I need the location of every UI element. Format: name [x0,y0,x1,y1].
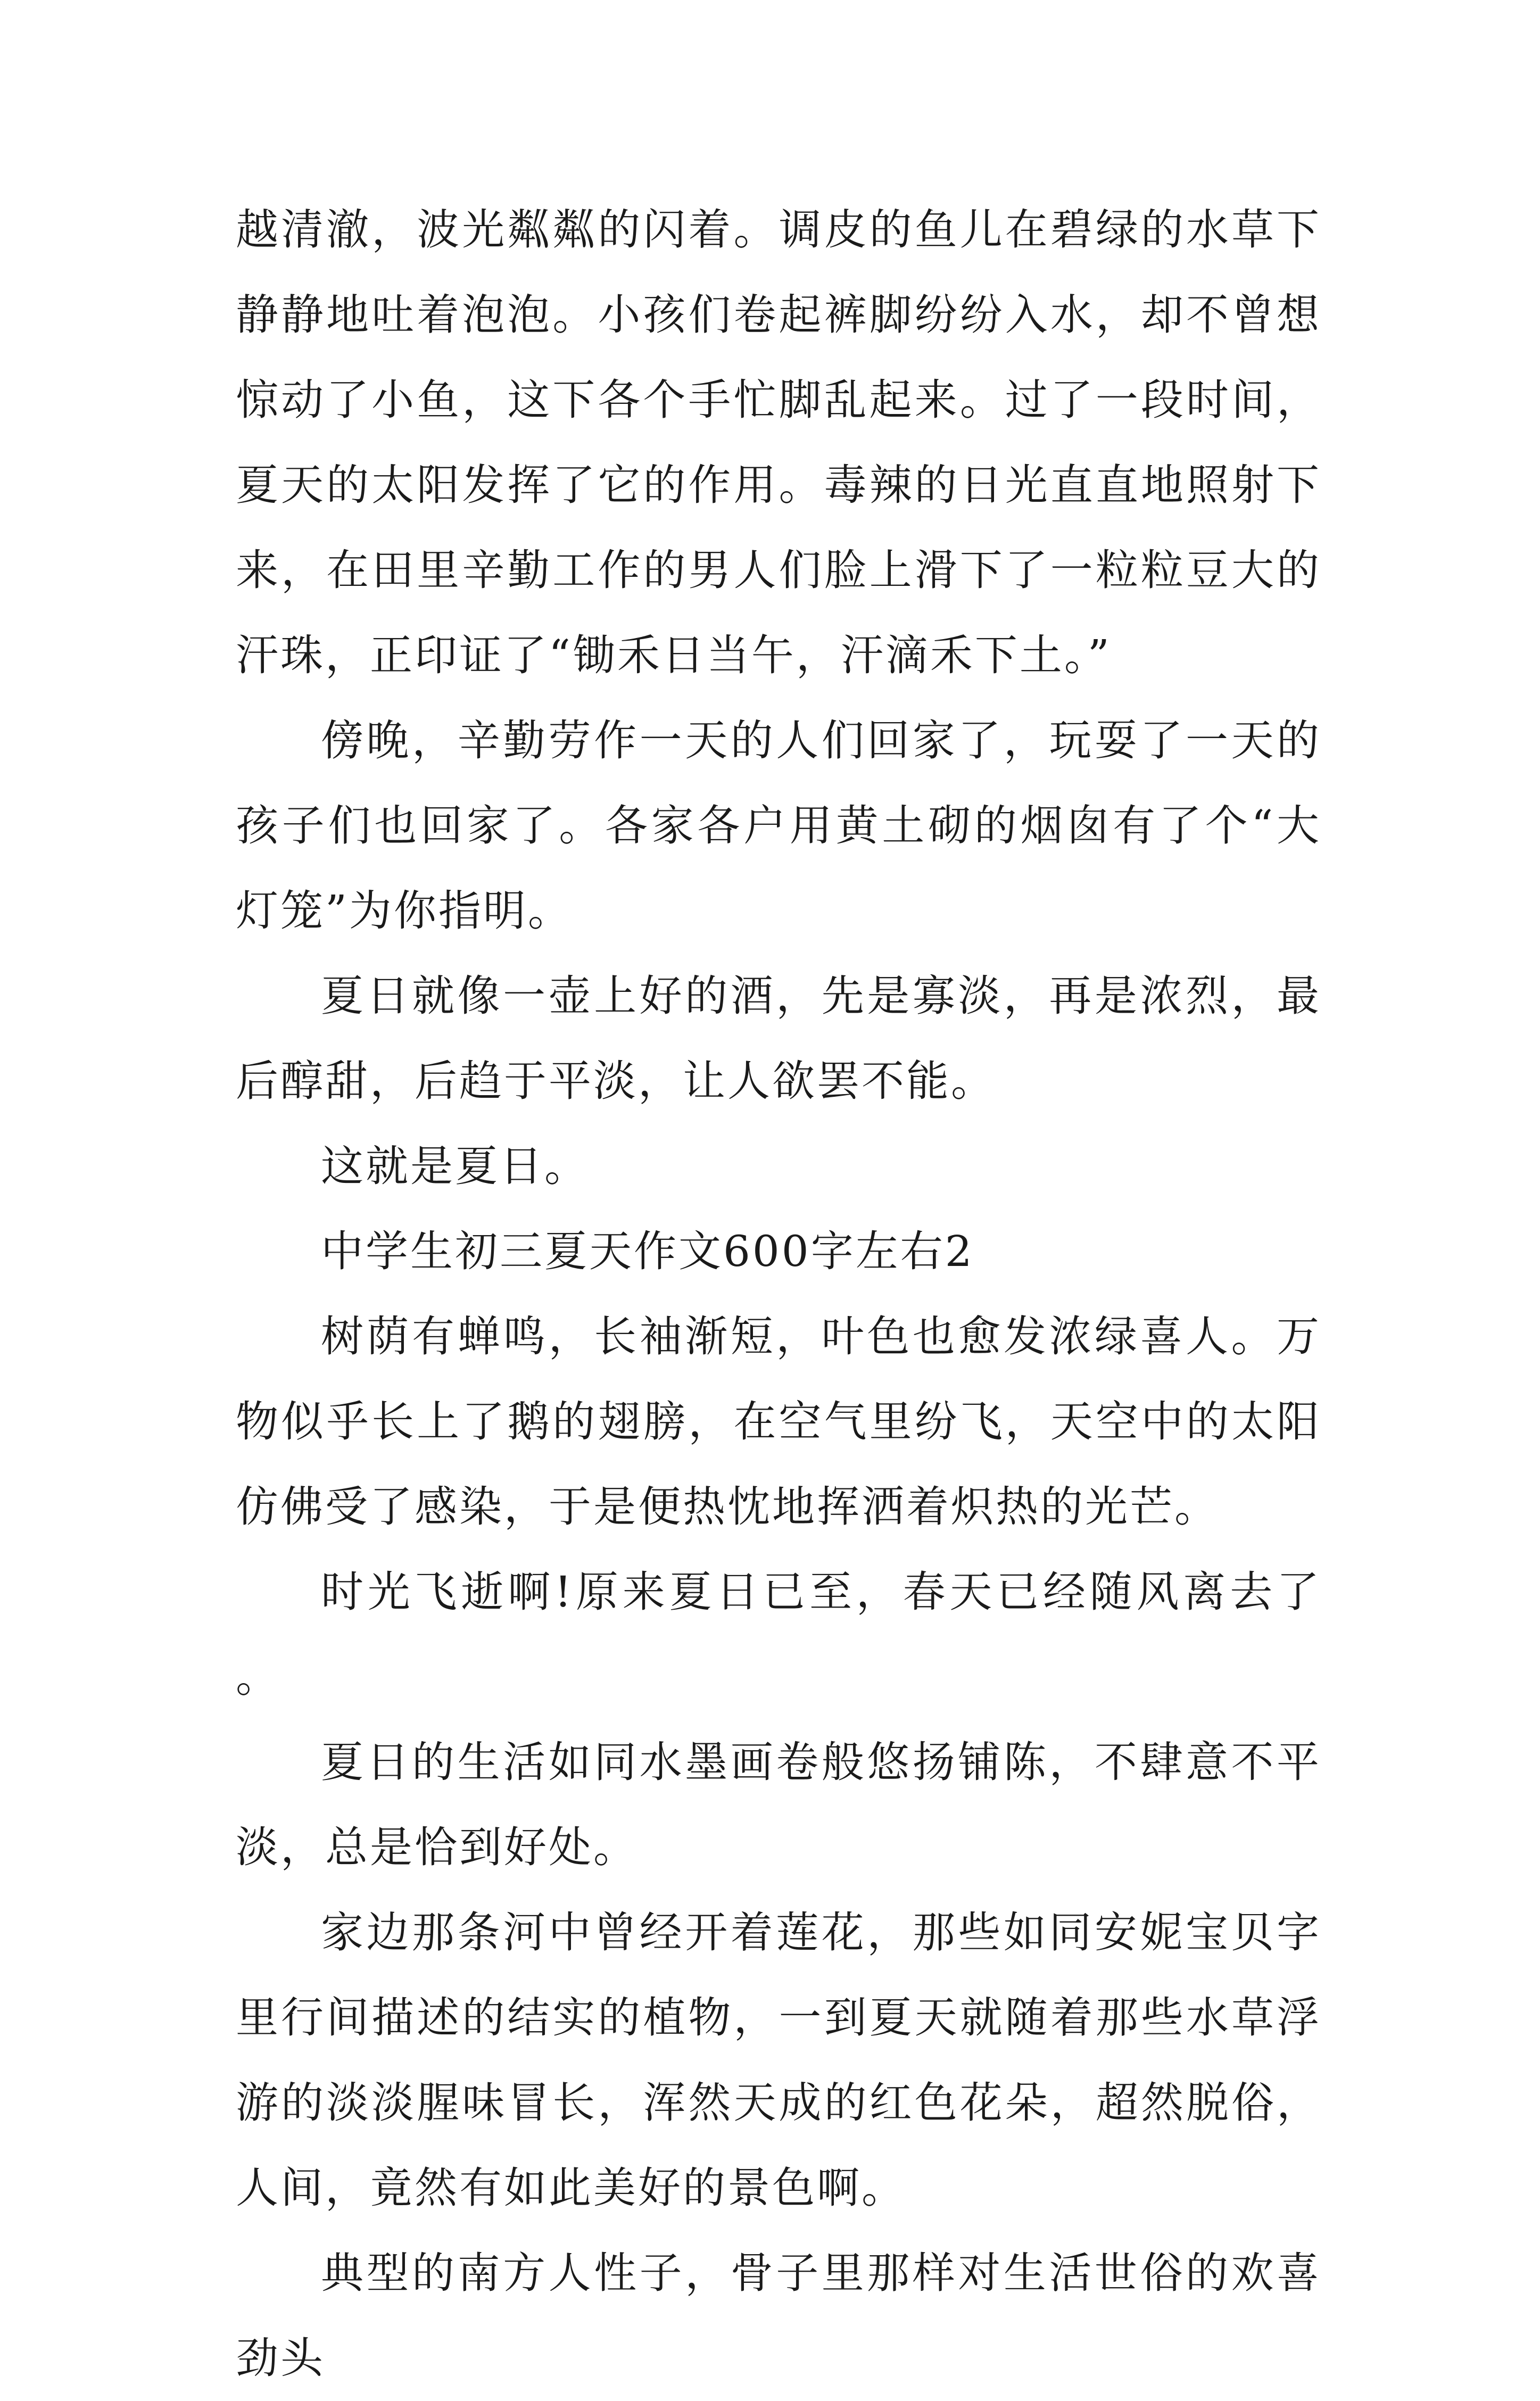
paragraph-ink-painting: 夏日的生活如同水墨画卷般悠扬铺陈，不肆意不平淡，总是恰到好处。 [236,1737,1321,1872]
paragraph-lotus-river: 家边那条河中曾经开着莲花，那些如同安妮宝贝字里行间描述的结实的植物，一到夏天就随着那些水草浮游的淡淡腥味冒长，浑然天成的红色花朵，超然脱俗，人间，竟然有如此美好的景色啊。 [236,1908,1321,2213]
essay-title-2: 中学生初三夏天作文600字左右2 [321,1227,974,1276]
paragraph-this-is-summer: 这就是夏日。 [321,1141,589,1191]
paragraph-southern-temperament: 典型的南方人性子，骨子里那样对生活世俗的欢喜劲头 [236,2248,1321,2383]
paragraph-evening: 傍晚，辛勤劳作一天的人们回家了，玩耍了一天的孩子们也回家了。各家各户用黄土砌的烟囱有了个“大灯笼”为你指明。 [236,716,1321,935]
paragraph-summer-wine: 夏日就像一壶上好的酒，先是寡淡，再是浓烈，最后醇甜，后趋于平淡，让人欲罢不能。 [236,971,1321,1106]
paragraph-continuation: 越清澈，波光粼粼的闪着。调皮的鱼儿在碧绿的水草下静静地吐着泡泡。小孩们卷起裤脚纷纷入水，却不曾想惊动了小鱼，这下各个手忙脚乱起来。过了一段时间，夏天的太阳发挥了它的作用。毒辣的日光直直地照射下来，在田里辛勤工作的男人们脸上滑下了一粒粒豆大的汗珠，正印证了“锄禾日当午，汗滴禾下土。” [236,205,1321,680]
document-body [236,187,1321,2401]
paragraph-time-flies: 时光飞逝啊!原来夏日已至，春天已经随风离去了。 [236,1567,1321,1702]
paragraph-cicadas: 树荫有蝉鸣，长袖渐短，叶色也愈发浓绿喜人。万物似乎长上了鹅的翅膀，在空气里纷飞，天空中的太阳仿佛受了感染，于是便热忱地挥洒着炽热的光芒。 [236,1312,1321,1531]
